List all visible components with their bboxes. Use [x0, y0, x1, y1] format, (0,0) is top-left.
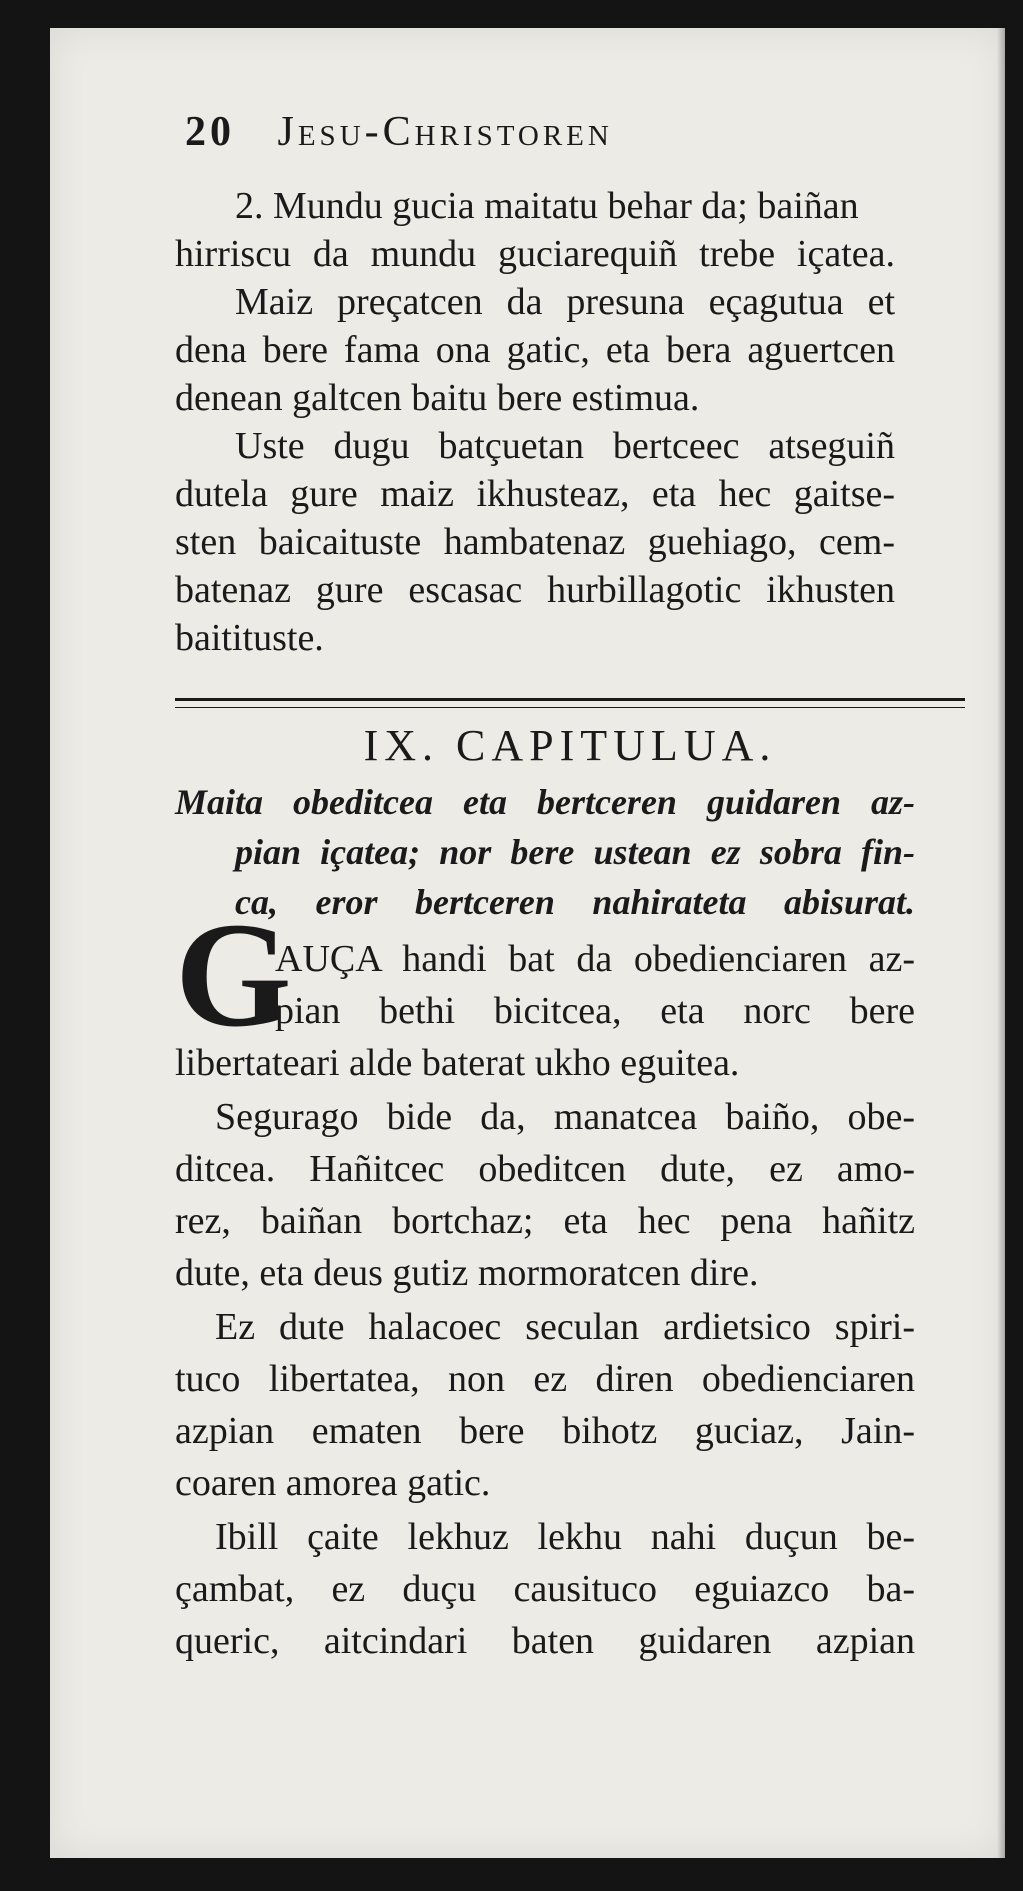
page-edge-shadow — [997, 28, 1005, 1858]
summary-line: pian içatea; nor bere ustean ez sobra fin- — [235, 832, 915, 872]
text-line: hirriscu da mundu guciarequiñ trebe içatea. — [175, 233, 895, 275]
summary-line: ca, eror bertceren nahirateta abisurat. — [235, 882, 915, 922]
text-line: rez, baiñan bortchaz; eta hec pena hañitz — [175, 1200, 915, 1242]
text-line: Segurago bide da, manatcea baiño, obe- — [215, 1096, 915, 1138]
text-line: denean galtcen baitu bere estimua. — [175, 377, 700, 419]
text-line: sten baicaituste hambatenaz guehiago, cem- — [175, 521, 895, 563]
chapter-rule-thick — [175, 698, 965, 701]
running-head — [185, 108, 905, 168]
text-line: queric, aitcindari baten guidaren azpian — [175, 1620, 915, 1662]
text-line: dute, eta deus gutiz mormoratcen dire. — [175, 1252, 759, 1294]
text-line: ditcea. Hañitcec obeditcen dute, ez amo- — [175, 1148, 915, 1190]
running-head-title: Jesu-Christoren — [277, 109, 613, 155]
chapter-title: IX. CAPITULUA. — [363, 721, 777, 770]
text-line: dena bere fama ona gatic, eta bera aguertcen — [175, 329, 895, 371]
text-line: 2. Mundu gucia maitatu behar da; baiñan — [235, 185, 859, 227]
text-line: AUÇA handi bat da obedienciaren az- — [275, 938, 915, 980]
text-line: pian bethi bicitcea, eta norc bere — [275, 990, 915, 1032]
drop-capital: G — [175, 892, 292, 1058]
text-line: batenaz gure escasac hurbillagotic ikhusten — [175, 569, 895, 611]
text-line: tuco libertatea, non ez diren obedienciaren — [175, 1358, 915, 1400]
text-line: çambat, ez duçu causituco eguiazco ba- — [175, 1568, 915, 1610]
chapter-rule-thin — [175, 707, 965, 708]
text-line: Maiz preçatcen da presuna eçagutua et — [235, 281, 895, 323]
text-line: baitituste. — [175, 617, 324, 659]
summary-line: Maita obeditcea eta bertceren guidaren az- — [175, 782, 915, 822]
text-line: libertateari alde baterat ukho eguitea. — [175, 1042, 740, 1084]
text-line: dutela gure maiz ikhusteaz, eta hec gaitse- — [175, 473, 895, 515]
text-line: Ez dute halacoec seculan ardietsico spiri- — [215, 1306, 915, 1348]
text-line: coaren amorea gatic. — [175, 1462, 491, 1504]
text-line: Uste dugu batçuetan bertceec atseguiñ — [235, 425, 895, 467]
text-line: azpian ematen bere bihotz guciaz, Jain- — [175, 1410, 915, 1452]
page-number: 20 — [185, 109, 235, 155]
text-line: Ibill çaite lekhuz lekhu nahi duçun be- — [215, 1516, 915, 1558]
